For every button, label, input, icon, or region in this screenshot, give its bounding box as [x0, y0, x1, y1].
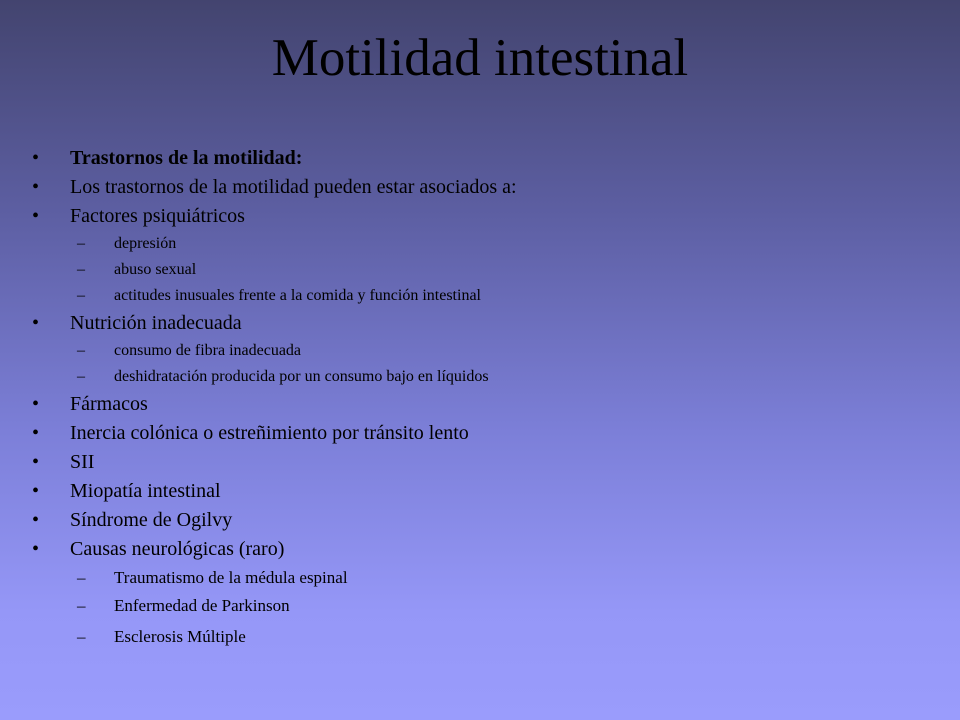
sub-item-text: depresión — [114, 235, 177, 252]
list-item-asociados — [30, 173, 930, 202]
bullet-icon: • — [32, 480, 40, 502]
sub-item-actitudes — [30, 283, 930, 309]
sub-item-traumatismo — [30, 564, 930, 592]
bullet-list — [30, 144, 930, 651]
sub-item-deshidratacion — [30, 364, 930, 390]
list-item-text: SII — [70, 451, 95, 473]
dash-icon: – — [77, 235, 85, 252]
list-item-text: Inercia colónica o estreñimiento por tránsito lento — [70, 422, 469, 444]
list-item-text: Trastornos de la motilidad: — [70, 147, 303, 169]
bullet-icon: • — [32, 422, 40, 444]
dash-icon: – — [77, 568, 86, 587]
list-item-miopatia — [30, 477, 930, 506]
sub-item-parkinson — [30, 592, 930, 620]
bullet-icon: • — [32, 312, 40, 334]
list-item-factores-psiquiatricos — [30, 202, 930, 231]
sub-item-fibra — [30, 338, 930, 364]
bullet-icon: • — [32, 538, 40, 560]
list-item-text: Fármacos — [70, 393, 148, 415]
bullet-icon: • — [32, 451, 40, 473]
dash-icon: – — [77, 596, 86, 615]
list-item-trastornos — [30, 144, 930, 173]
sub-item-text: Esclerosis Múltiple — [114, 627, 246, 646]
sub-item-text: Traumatismo de la médula espinal — [114, 568, 348, 587]
bullet-icon: • — [32, 393, 40, 415]
list-item-text: Causas neurológicas (raro) — [70, 538, 285, 560]
dash-icon: – — [77, 342, 85, 359]
list-item-neurologicas — [30, 535, 930, 564]
list-item-farmacos — [30, 390, 930, 419]
sub-item-text: abuso sexual — [114, 261, 197, 278]
sub-item-esclerosis — [30, 623, 930, 651]
bullet-icon: • — [32, 176, 40, 198]
sub-item-text: Enfermedad de Parkinson — [114, 596, 290, 615]
list-item-sii — [30, 448, 930, 477]
list-item-text: Factores psiquiátricos — [70, 205, 245, 227]
bullet-icon: • — [32, 509, 40, 531]
list-item-inercia — [30, 419, 930, 448]
list-item-text: Nutrición inadecuada — [70, 312, 242, 334]
bullet-icon: • — [32, 205, 40, 227]
list-item-text: Miopatía intestinal — [70, 480, 221, 502]
list-item-text: Síndrome de Ogilvy — [70, 509, 233, 531]
list-item-nutricion — [30, 309, 930, 338]
dash-icon: – — [77, 368, 85, 385]
sub-item-text: consumo de fibra inadecuada — [114, 342, 302, 359]
list-item-ogilvy — [30, 506, 930, 535]
sub-item-text: deshidratación producida por un consumo bajo en líquidos — [114, 368, 489, 385]
sub-item-depresion — [30, 231, 930, 257]
dash-icon: – — [77, 627, 86, 646]
dash-icon: – — [77, 287, 85, 304]
slide-title: Motilidad intestinal — [271, 29, 689, 87]
sub-item-abuso — [30, 257, 930, 283]
bullet-icon: • — [32, 147, 40, 169]
list-item-text: Los trastornos de la motilidad pueden estar asociados a: — [70, 176, 517, 198]
sub-item-text: actitudes inusuales frente a la comida y función intestinal — [114, 287, 481, 304]
dash-icon: – — [77, 261, 85, 278]
